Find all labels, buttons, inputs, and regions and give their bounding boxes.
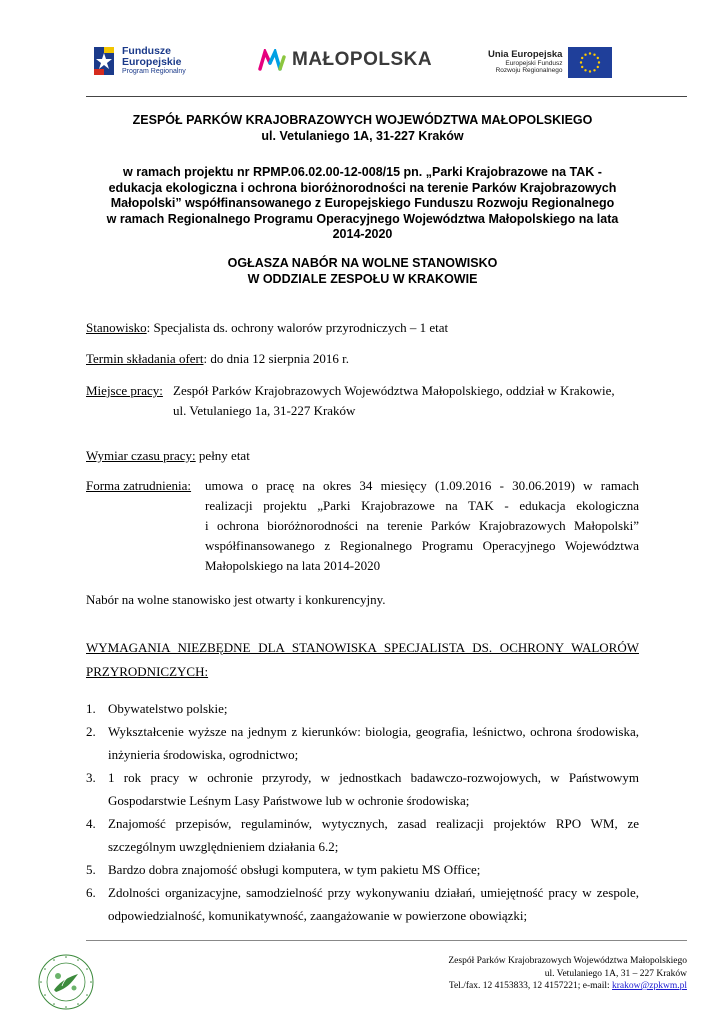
employment-line: umowa o pracę na okres 34 miesięcy (1.09.2016 - 30.06.2019) w ramach [205,478,639,493]
list-item-number: 5. [86,862,96,877]
deadline-field [86,349,639,369]
workplace-label: Miejsce pracy: [86,383,163,398]
open-recruitment-note: Nabór na wolne stanowisko jest otwarty i konkurencyjny. [86,592,386,607]
org-address: ul. Vetulaniego 1A, 31-227 Kraków [261,128,464,143]
footer-line3 [367,980,687,993]
hours-value: pełny etat [195,448,250,463]
announce-line2: W ODDZIALE ZESPOŁU W KRAKOWIE [247,271,478,286]
fe-line2: Europejskie [122,56,182,69]
list-item-text: Znajomość przepisów, regulaminów, wytycznych, zasad realizacji projektów RPO WM, ze szczególnym uwzględnieniem działania 6.2; [108,816,639,854]
list-item-text: Obywatelstwo polskie; [108,701,228,716]
list-item-text: Bardzo dobra znajomość obsługi komputera, w tym pakietu MS Office; [108,862,481,877]
list-item [86,858,639,881]
employment-line: współfinansowanego z Regionalnego Programu Operacyjnego Województwa [205,538,639,553]
list-item [86,720,639,766]
list-item [86,881,639,927]
fe-line3: Program Regionalny [122,68,186,76]
footer-line2: ul. Vetulaniego 1A, 31 – 227 Kraków [544,968,687,979]
list-item-number: 1. [86,701,96,716]
eu-logo [488,44,628,80]
position-value: : Specjalista ds. ochrony walorów przyrodniczych – 1 etat [146,320,449,335]
organization-title [86,113,639,144]
list-item-number: 3. [86,770,96,785]
employment-line: realizacji projektu „Parki Krajobrazowe na TAK - edukacja ekologiczna [205,498,639,513]
employment-line: Małopolskiego na lata 2014-2020 [205,558,381,573]
project-line: w ramach projektu nr RPMP.06.02.00-12-008/15 pn. „Parki Krajobrazowe na TAK - [123,165,602,179]
list-item-number: 6. [86,885,96,900]
fe-star-icon [92,43,116,79]
project-line: w ramach Regionalnego Programu Operacyjnego Województwa Małopolskiego na lata [106,211,619,226]
ue-line3: Rozwoju Regionalnego [495,67,563,75]
eu-flag-icon [568,47,612,78]
list-item [86,766,639,812]
footer-email-link[interactable]: krakow@zpkwm.pl [612,981,687,991]
footer-line1: Zespół Parków Krajobrazowych Województwa Małopolskiego [448,956,687,966]
hours-field [86,446,639,466]
project-line: Małopolski” współfinansowanego z Europejskiego Funduszu Rozwoju Regionalnego [110,196,615,210]
zpk-logo-icon [36,952,96,1012]
hours-label: Wymiar czasu pracy: [86,448,196,463]
list-item-text: Wykształcenie wyższe na jednym z kierunków: biologia, geografia, leśnictwo, ochrona środowiska, inżynieria środowiska, ogrodnictwo; [108,724,639,762]
ue-line1: Unia Europejska [488,48,563,60]
deadline-value: : do dnia 12 sierpnia 2016 r. [203,351,350,366]
footer-divider [86,940,687,941]
ue-line2: Europejski Fundusz [505,60,563,68]
malopolska-m-icon [258,49,286,71]
fe-line1: Fundusze [122,45,171,58]
project-line: 2014-2020 [332,227,393,241]
org-name: ZESPÓŁ PARKÓW KRAJOBRAZOWYCH WOJEWÓDZTWA MAŁOPOLSKIEGO [132,113,593,127]
footer-phone: Tel./fax. 12 4153833, 12 4157221; e-mail: [448,981,613,991]
announce-line1: OGŁASZA NABÓR NA WOLNE STANOWISKO [227,256,498,270]
requirements-heading-line1: WYMAGANIA NIEZBĘDNE DLA STANOWISKA SPECJALISTA DS. OCHRONY WALORÓW [86,640,639,655]
workplace-line1: Zespół Parków Krajobrazowych Województwa Małopolskiego, oddział w Krakowie, [173,383,615,398]
announcement-heading [86,256,639,287]
position-field [86,318,639,338]
employment-value [205,476,639,576]
list-item-number: 4. [86,816,96,831]
fundusze-europejskie-logo [92,40,212,82]
workplace-line2: ul. Vetulaniego 1a, 31-227 Kraków [173,403,356,418]
malopolska-logo [258,46,438,74]
list-item [86,812,639,858]
list-item-text: 1 rok pracy w ochronie przyrody, w jednostkach badawczo-rozwojowych, w Państwowym Gospodarstwie Leśnym Lasy Państwowe lub w ochronie środowiska; [108,770,639,808]
malopolska-wordmark: MAŁOPOLSKA [292,49,433,70]
workplace-value [173,381,639,421]
project-line: edukacja ekologiczna i ochrona bioróżnorodności na terenie Parków Krajobrazowych [108,180,617,195]
list-item-text: Zdolności organizacyjne, samodzielność przy wykonywaniu działań, umiejętność pracy w zespole, odpowiedzialność, komunikatywność, zaangażowanie w powierzone obowiązki; [108,885,639,923]
employment-line: i ochrona bioróżnorodności na terenie Parków Krajobrazowych Małopolski” [205,518,639,533]
list-item-number: 2. [86,724,96,739]
header-divider [86,96,687,97]
project-description [86,165,639,243]
list-item [86,697,639,720]
position-label: Stanowisko [86,320,147,335]
employment-label: Forma zatrudnienia: [86,478,192,493]
footer-contact [367,955,687,993]
deadline-label: Termin składania ofert [86,351,204,366]
requirements-heading-line2: PRZYRODNICZYCH: [86,664,209,679]
requirements-heading [86,636,639,684]
